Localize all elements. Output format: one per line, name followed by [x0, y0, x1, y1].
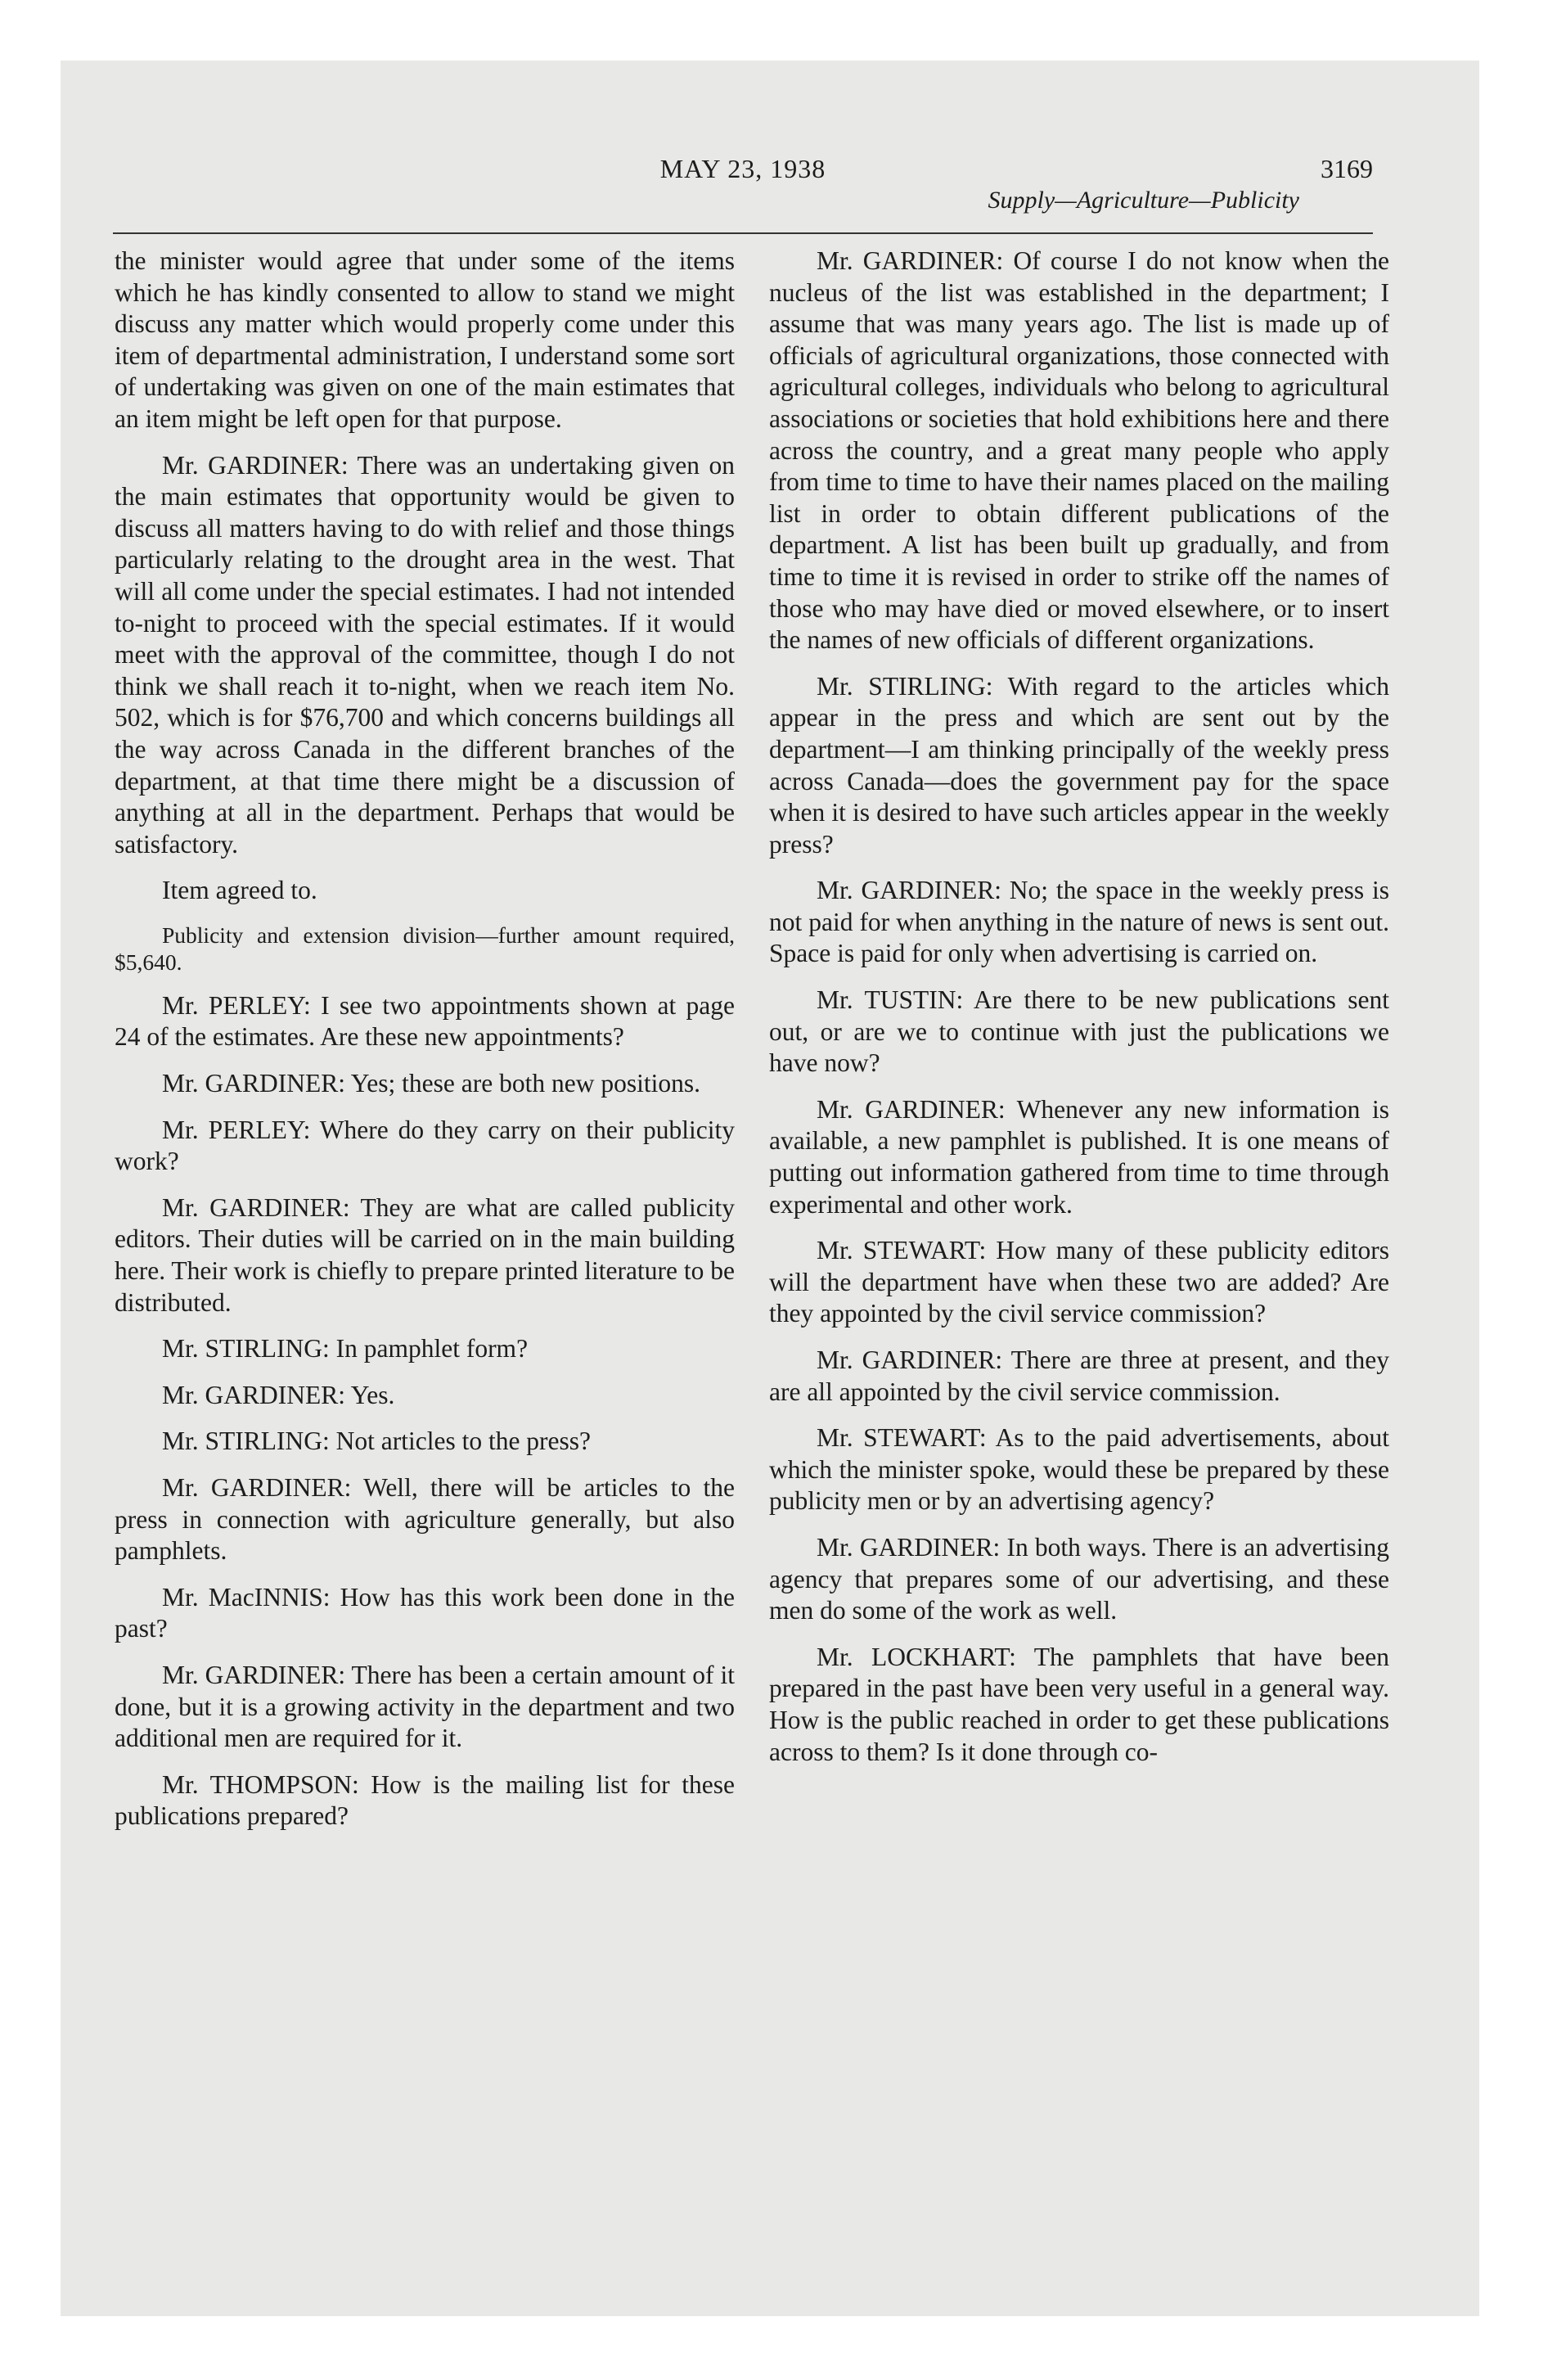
paragraph: Mr. STIRLING: In pamphlet form?	[162, 1334, 529, 1364]
page-header	[113, 154, 1373, 214]
paragraph: Mr. LOCKHART: The pamphlets that have been prepared in the past have been very useful in a general way. How is the public reached in order to get these publications across to them? Is it done through co-	[769, 1642, 1389, 1766]
paragraph: Mr. GARDINER: Well, there will be articles to the press in connection with agriculture generally, but also pamphlets.	[115, 1473, 735, 1566]
header-rule	[113, 232, 1373, 234]
paragraph: Mr. THOMPSON: How is the mailing list for these publications prepared?	[115, 1769, 735, 1831]
paragraph: Mr. GARDINER: They are what are called publicity editors. Their duties will be carried on in the main building here. Their work is chiefly to prepare printed literature to be distributed.	[115, 1192, 735, 1317]
paragraph: Mr. GARDINER: There has been a certain amount of it done, but it is a growing activity in the department and two additional men are required for it.	[115, 1660, 735, 1753]
paragraph: Mr. TUSTIN: Are there to be new publications sent out, or are we to continue with just the publications we have now?	[769, 985, 1389, 1078]
paragraph: Mr. GARDINER: Yes; these are both new positions.	[162, 1069, 700, 1098]
paragraph: Mr. PERLEY: I see two appointments shown at page 24 of the estimates. Are these new appointments?	[115, 990, 735, 1052]
paragraph: Mr. GARDINER: Whenever any new information is available, a new pamphlet is published. It is one means of putting out information gathered from time to time through experimental and other work.	[769, 1094, 1389, 1219]
paragraph: Mr. GARDINER: No; the space in the weekly press is not paid for when anything in the nature of news is sent out. Space is paid for only when advertising is carried on.	[769, 876, 1389, 968]
paragraph: Mr. GARDINER: There was an undertaking given on the main estimates that opportunity would be given to discuss all matters having to do with relief and those things particularly relating to the drought area in the west. That will all come under the special estimates. I had not intended to-night to proceed with the special estimates. If it would meet with the approval of the committee, though I do not think we shall reach it to-night, when we reach item No. 502, which is for $76,700 and which concerns buildings all the way across Canada in the different branches of the department, at that time there might be a discussion of anything at all in the department. Perhaps that would be satisfactory.	[115, 450, 735, 859]
paragraph: Publicity and extension division—further amount required, $5,640.	[115, 922, 735, 975]
paragraph: Mr. STIRLING: With regard to the articles which appear in the press and which are sent out by the department—I am thinking principally of the weekly press across Canada—does the government pay for the space when it is desired to have such articles appear in the weekly press?	[769, 671, 1389, 859]
paragraph: Mr. GARDINER: Of course I do not know when the nucleus of the list was established in the department; I assume that was many years ago. The list is made up of officials of agricultural organizations, those connected with agricultural colleges, individuals who belong to agricultural associations or societies that hold exhibitions here and there across the country, and a great many people who apply from time to time to have their names placed on the mailing list in order to obtain different publications of the department. A list has been built up gradually, and from time to time it is revised in order to strike off the names of those who may have died or moved elsewhere, or to insert the names of new officials of different organizations.	[769, 246, 1389, 655]
left-column	[115, 246, 735, 1847]
right-column	[769, 246, 1389, 1783]
paragraph: Mr. PERLEY: Where do they carry on their publicity work?	[115, 1115, 735, 1176]
paragraph: Mr. GARDINER: There are three at present, and they are all appointed by the civil service commission.	[769, 1346, 1389, 1406]
header-date: MAY 23, 1938	[659, 154, 826, 183]
paragraph: Mr. STIRLING: Not articles to the press?	[162, 1427, 592, 1456]
paragraph: the minister would agree that under some of the items which he has kindly consented to allow to stand we might discuss any matter which would properly come under this item of departmental administration, I understand some sort of undertaking was given on one of the main estimates that an item might be left open for that purpose.	[115, 246, 735, 433]
paragraph: Mr. MacINNIS: How has this work been done in the past?	[115, 1582, 735, 1643]
paragraph: Mr. GARDINER: In both ways. There is an advertising agency that prepares some of our advertising, and these men do some of the work as well.	[769, 1532, 1389, 1625]
paragraph: Mr. GARDINER: Yes.	[162, 1380, 395, 1409]
paragraph: Mr. STEWART: As to the paid advertisements, about which the minister spoke, would these be prepared by these publicity men or by an advertising agency?	[769, 1423, 1389, 1516]
paragraph: Mr. STEWART: How many of these publicity editors will the department have when these two are added? Are they appointed by the civil service commission?	[769, 1236, 1389, 1328]
paragraph: Item agreed to.	[162, 876, 317, 905]
header-subtitle: Supply—Agriculture—Publicity	[988, 187, 1299, 214]
page-number: 3169	[1321, 154, 1373, 183]
